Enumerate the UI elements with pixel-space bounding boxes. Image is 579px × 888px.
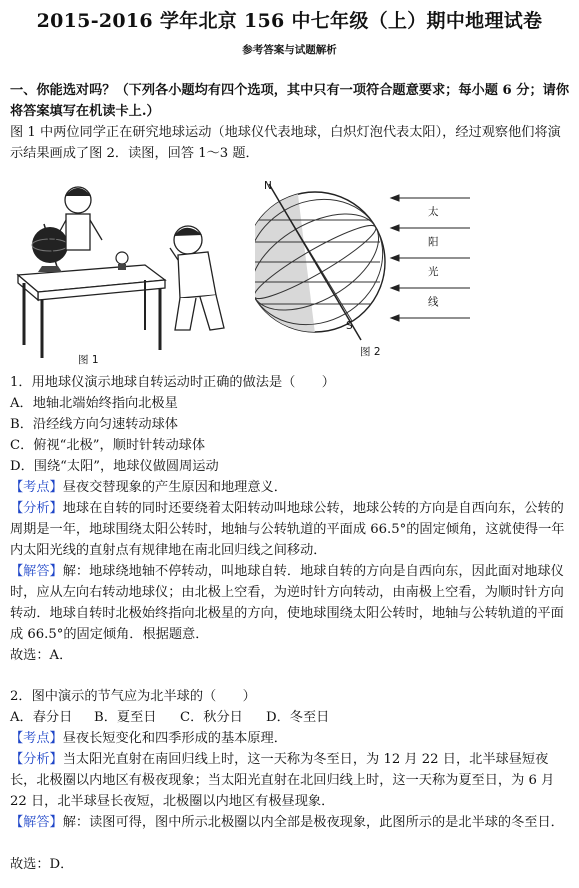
section-intro: 图 1 中两位同学正在研究地球运动（地球仪代表地球，白炽灯泡代表太阳），经过观察他们将演示结果画成了图 2．读图，回答 1～3 题． xyxy=(10,125,561,161)
figure-2-sun-char: 线 xyxy=(428,296,439,308)
question-2-fenxi xyxy=(10,749,570,812)
fenxi-tag: 【分析】 xyxy=(10,752,63,767)
page-subtitle: 参考答案与试题解析 xyxy=(242,44,337,56)
question-1-answer: 故选：A． xyxy=(10,648,73,663)
kaodian-tag: 【考点】 xyxy=(10,480,63,495)
figure-2-illustration xyxy=(255,180,475,350)
question-2-jieda xyxy=(10,812,570,833)
question-1-option-c: C．俯视“北极”，顺时针转动球体 xyxy=(10,438,206,453)
figure-2-south-label: S xyxy=(346,320,353,332)
question-1-option-b: B．沿经线方向匀速转动球体 xyxy=(10,417,178,432)
section-heading: 一、你能选对吗？（下列各小题均有四个选项，其中只有一项符合题意要求；每小题 6 分；请你将答案填写在机读卡上.） xyxy=(10,83,570,119)
fenxi-text: 当太阳光直射在南回归线上时，这一天称为冬至日，为 12 月 22 日，北半球昼短夜长，北极圈以内地区有极夜现象；当太阳光直射在北回归线上时，这一天称为夏至日，为 6 月 22 日，北半球昼长夜短，北极圈以内地区有极昼现象． xyxy=(10,752,555,809)
figure-2-north-label: N xyxy=(264,180,272,192)
page-title: 2015-2016 学年北京 156 中七年级（上）期中地理试卷 xyxy=(36,10,543,32)
question-2-option-a: A．春分日 xyxy=(10,710,73,725)
question-1-fenxi xyxy=(10,498,570,561)
figure-2-sun-char: 光 xyxy=(428,266,439,278)
figure-2-label: 图 2 xyxy=(360,346,381,358)
kaodian-text: 昼夜交替现象的产生原因和地理意义． xyxy=(62,480,287,495)
jieda-tag: 【解答】 xyxy=(10,815,63,830)
figure-2-sun-char: 阳 xyxy=(428,236,439,248)
figure-2-sun-char: 太 xyxy=(428,206,439,218)
fenxi-tag: 【分析】 xyxy=(10,501,63,516)
question-2-option-c: C．秋分日 xyxy=(180,710,243,725)
question-2-answer: 故选：D． xyxy=(10,857,74,872)
question-1-kaodian xyxy=(10,477,570,498)
question-2-stem: 2．图中演示的节气应为北半球的（ ） xyxy=(10,689,256,704)
jieda-tag: 【解答】 xyxy=(10,564,63,579)
question-2-kaodian xyxy=(10,728,570,749)
jieda-text: 解：读图可得，图中所示北极圈以内全部是极夜现象，此图所示的是北半球的冬至日． xyxy=(62,815,564,830)
question-1-jieda xyxy=(10,561,570,645)
question-1-option-a: A．地轴北端始终指向北极星 xyxy=(10,396,178,411)
kaodian-tag: 【考点】 xyxy=(10,731,63,746)
jieda-text: 解：地球绕地轴不停转动，叫地球自转．地球自转的方向是自西向东，因此面对地球仪时，应从左向右转动地球仪；由北极上空看，为逆时针方向转动，由南极上空看，为顺时针方向转动．地球自转时北极始终指向北极星的方向，使地球围绕太阳公转时，地轴与公转轨道的平面成 66.5°的固定倾角．根据题意． xyxy=(10,564,564,642)
question-2-option-d: D．冬至日 xyxy=(266,710,330,725)
question-1-option-d: D．围绕“太阳”，地球仪做圆周运动 xyxy=(10,459,219,474)
fenxi-text: 地球在自转的同时还要绕着太阳转动叫地球公转，地球公转的方向是自西向东，公转的周期是一年，地球围绕太阳公转时，地轴与公转轨道的平面成 66.5°的固定倾角，这就使得一年内太阳光线的直射点有规律地在南北回归线之间移动． xyxy=(10,501,565,558)
figure-1-illustration xyxy=(10,180,240,370)
kaodian-text: 昼夜长短变化和四季形成的基本原理． xyxy=(62,731,287,746)
question-1-stem: 1．用地球仪演示地球自转运动时正确的做法是（ ） xyxy=(10,375,335,390)
question-2-option-b: B．夏至日 xyxy=(94,710,157,725)
figure-1-label: 图 1 xyxy=(78,354,99,366)
